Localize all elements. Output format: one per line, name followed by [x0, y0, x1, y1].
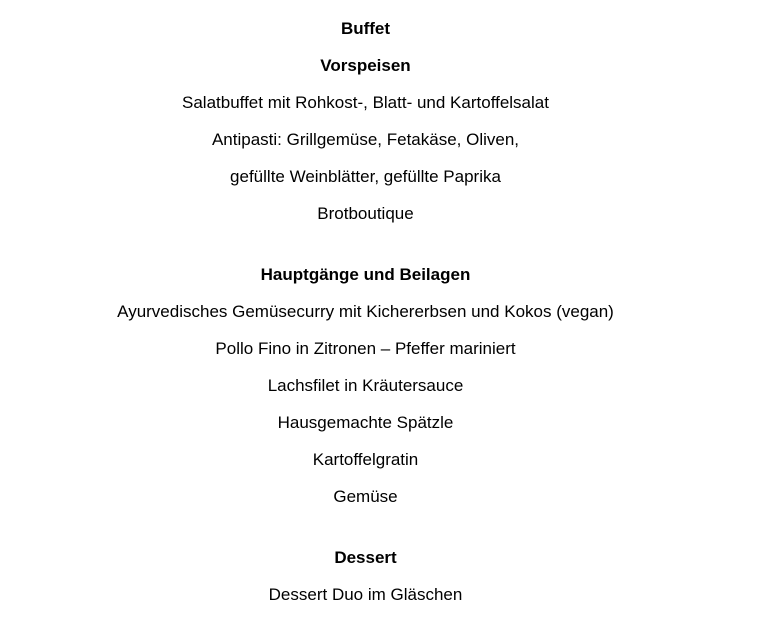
section-heading-vorspeisen: Vorspeisen	[320, 56, 411, 75]
menu-item: Salatbuffet mit Rohkost-, Blatt- und Kartoffelsalat	[182, 93, 549, 112]
menu-item: Brotboutique	[317, 204, 414, 223]
menu-item: Gemüse	[333, 487, 398, 506]
menu-item: Pollo Fino in Zitronen – Pfeffer mariniert	[215, 339, 516, 358]
menu-title: Buffet	[340, 19, 391, 38]
menu-item: gefüllte Weinblätter, gefüllte Paprika	[230, 167, 501, 186]
menu-item: Hausgemachte Spätzle	[277, 413, 454, 432]
menu-item: Kartoffelgratin	[312, 450, 419, 469]
menu-item: Ayurvedisches Gemüsecurry mit Kichererbsen und Kokos (vegan)	[117, 302, 614, 321]
section-heading-dessert: Dessert	[334, 548, 397, 567]
menu-item: Dessert Duo im Gläschen	[268, 585, 463, 604]
menu-item: Lachsfilet in Kräutersauce	[267, 376, 464, 395]
section-heading-hauptgaenge: Hauptgänge und Beilagen	[260, 265, 471, 284]
menu-item: Antipasti: Grillgemüse, Fetakäse, Oliven,	[211, 130, 520, 149]
